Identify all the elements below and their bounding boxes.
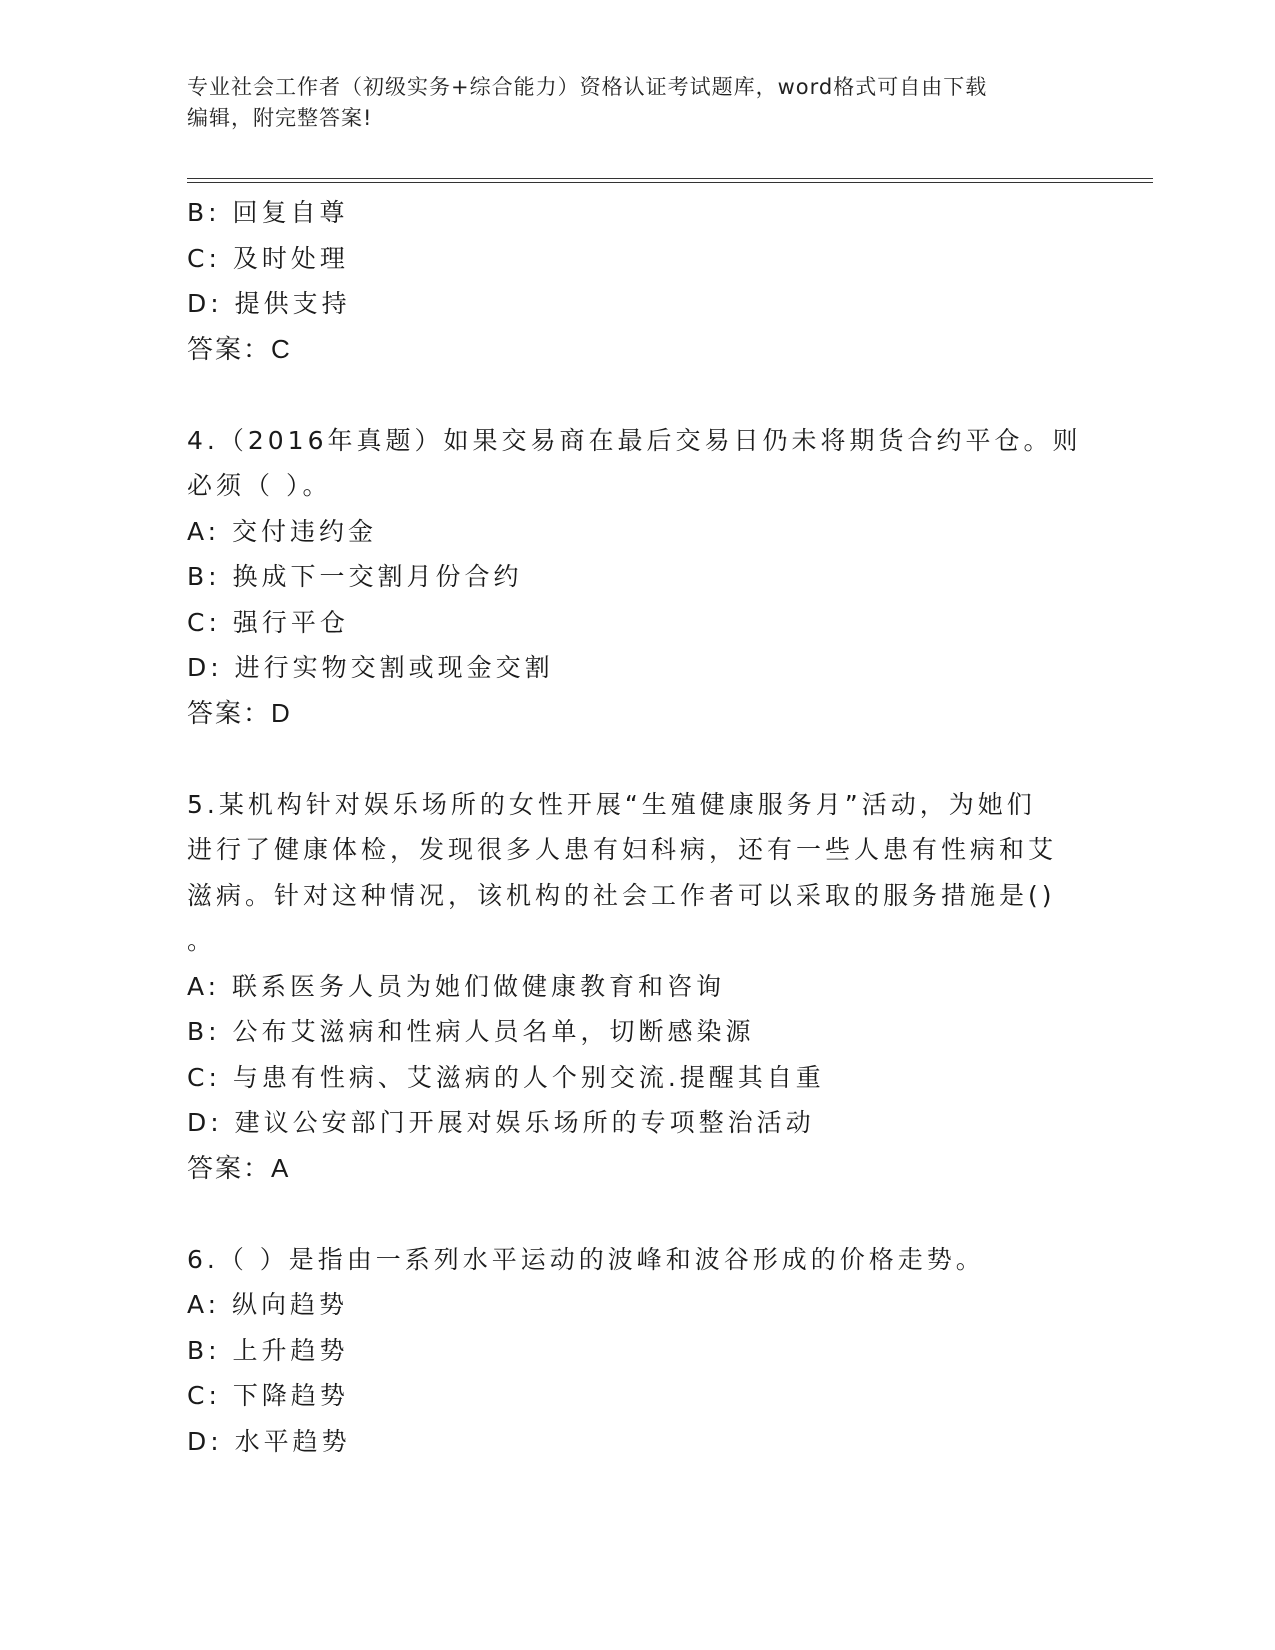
question-3-tail bbox=[187, 190, 1087, 372]
question-6 bbox=[187, 1237, 1087, 1465]
spacer bbox=[187, 736, 1087, 782]
question-content bbox=[187, 190, 1087, 1464]
question-stem: 5.某机构针对娱乐场所的女性开展“生殖健康服务月”活动，为她们 bbox=[187, 789, 1036, 819]
option-b: B: 上升趋势 bbox=[187, 1335, 349, 1365]
option-d: D: 进行实物交割或现金交割 bbox=[187, 653, 554, 682]
question-stem: 。 bbox=[187, 926, 217, 955]
option-c: C: 与患有性病、艾滋病的人个别交流.提醒其自重 bbox=[187, 1062, 825, 1092]
page-header bbox=[187, 72, 1087, 134]
option-c: C: 下降趋势 bbox=[187, 1381, 349, 1410]
option-b: B: 公布艾滋病和性病人员名单，切断感染源 bbox=[187, 1017, 755, 1046]
spacer bbox=[187, 1191, 1087, 1237]
option-d: D: 建议公安部门开展对娱乐场所的专项整治活动 bbox=[187, 1108, 815, 1137]
option-c: C: 强行平仓 bbox=[187, 607, 349, 637]
question-stem: 4.（2016年真题）如果交易商在最后交易日仍未将期货合约平仓。则 bbox=[187, 425, 1082, 455]
header-line-2: 编辑，附完整答案! bbox=[187, 106, 373, 130]
option-c: C: 及时处理 bbox=[187, 243, 349, 273]
question-stem: 6.（ ）是指由一系列水平运动的波峰和波谷形成的价格走势。 bbox=[187, 1244, 985, 1274]
option-d: D: 提供支持 bbox=[187, 289, 351, 318]
header-line-1: 专业社会工作者（初级实务+综合能力）资格认证考试题库，word格式可自由下载 bbox=[187, 75, 988, 99]
question-stem: 必须（ ）。 bbox=[187, 471, 332, 500]
question-4 bbox=[187, 418, 1087, 737]
option-a: A: 联系医务人员为她们做健康教育和咨询 bbox=[187, 971, 726, 1001]
question-5 bbox=[187, 782, 1087, 1192]
spacer bbox=[187, 372, 1087, 418]
header-divider bbox=[187, 178, 1153, 183]
answer-line: 答案：A bbox=[187, 1152, 291, 1183]
option-b: B: 回复自尊 bbox=[187, 198, 349, 227]
question-stem: 进行了健康体检，发现很多人患有妇科病，还有一些人患有性病和艾 bbox=[187, 835, 1058, 864]
answer-line: 答案：C bbox=[187, 333, 292, 364]
answer-line: 答案：D bbox=[187, 697, 292, 728]
question-stem: 滋病。针对这种情况，该机构的社会工作者可以采取的服务措施是() bbox=[187, 880, 1056, 910]
option-a: A: 纵向趋势 bbox=[187, 1290, 349, 1319]
option-b: B: 换成下一交割月份合约 bbox=[187, 562, 523, 591]
option-a: A: 交付违约金 bbox=[187, 516, 378, 546]
option-d: D: 水平趋势 bbox=[187, 1426, 351, 1456]
